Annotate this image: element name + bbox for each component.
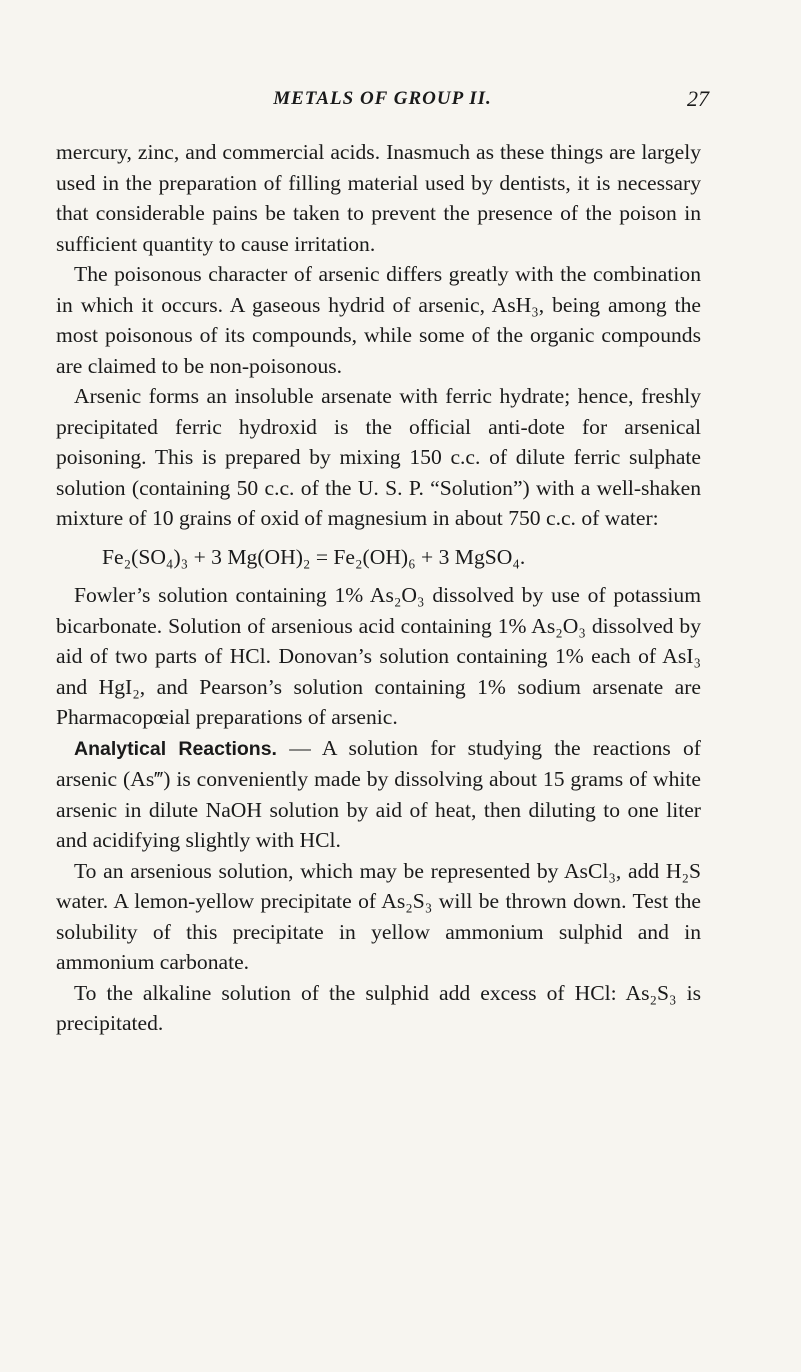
paragraph-analytical-reactions <box>56 733 701 856</box>
body-text <box>56 137 701 1039</box>
paragraph-arsenious-solution: To an arsenious solution, which may be represented by AsCl₃, add H₂S water. A lemon-yellow precipitate of As₂S₃ will be thrown down. Test the solubility of this precipitate in yellow ammonium sulphid and in ammonium carbonate. <box>56 858 701 974</box>
paragraph-arsenic-character: The poisonous character of arsenic differs greatly with the combination in which it occurs. A gaseous hydrid of arsenic, AsH₃, being among the most poisonous of its compounds, while some of the organic compounds are claimed to be non-poisonous. <box>56 262 701 378</box>
running-title: METALS OF GROUP II. <box>273 88 492 109</box>
page-header <box>56 88 709 118</box>
section-heading: Analytical Reactions. <box>74 737 277 760</box>
page-number: 27 <box>687 86 709 111</box>
paragraph-alkaline-solution: To the alkaline solution of the sulphid add excess of HCl: As₂S₃ is precipitated. <box>56 980 701 1035</box>
paragraph-continuation: mercury, zinc, and commercial acids. Inasmuch as these things are largely used in the preparation of filling material used by dentists, it is necessary that considerable pains be taken to prevent the presence of the poison in sufficient quantity to cause irritation. <box>56 140 701 256</box>
section-text: — A solution for studying the reactions of arsenic (As‴) is conveniently made by dissolving about 15 grams of white arsenic in dilute NaOH solution by aid of heat, then diluting to one liter and acidifying slightly with HCl. <box>56 735 701 852</box>
chemical-equation: Fe₂(SO₄)₃ + 3 Mg(OH)₂ = Fe₂(OH)₆ + 3 MgSO₄. <box>102 544 526 569</box>
paragraph-preparations: Fowler’s solution containing 1% As₂O₃ dissolved by use of potassium bicarbonate. Solution of arsenious acid containing 1% As₂O₃ dissolved by aid of two parts of HCl. Donovan’s solution containing 1% each of AsI₃ and HgI₂, and Pearson’s solution containing 1% sodium arsenate are Pharmacopœial preparations of arsenic. <box>56 583 701 729</box>
paragraph-antidote: Arsenic forms an insoluble arsenate with ferric hydrate; hence, freshly precipitated ferric hydroxid is the official anti-dote for arsenical poisoning. This is prepared by mixing 150 c.c. of dilute ferric sulphate solution (containing 50 c.c. of the U. S. P. “Solution”) with a well-shaken mixture of 10 grains of oxid of magnesium in about 750 c.c. of water: <box>56 384 701 530</box>
